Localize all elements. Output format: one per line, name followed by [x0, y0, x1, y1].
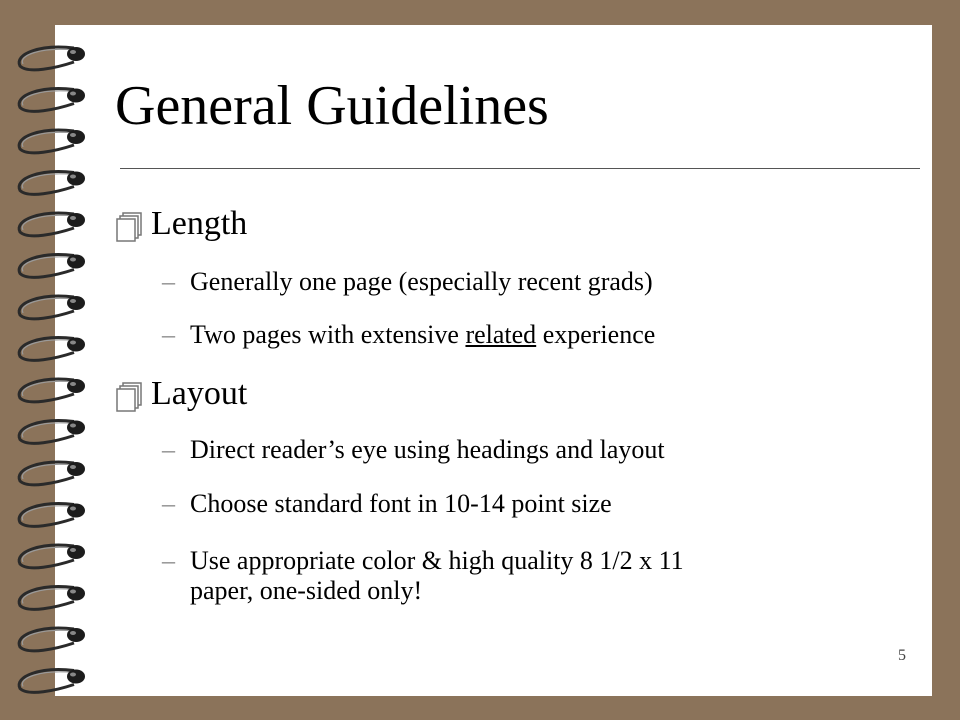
bullet-layout [115, 375, 247, 413]
spiral-ring [19, 587, 85, 610]
spiral-ring [19, 296, 85, 319]
spiral-ring [19, 89, 85, 112]
spiral-ring [19, 47, 85, 70]
spiral-ring [19, 255, 85, 278]
spiral-ring [19, 545, 85, 568]
slide-title: General Guidelines [115, 75, 549, 137]
spiral-ring [19, 338, 85, 361]
notepad-icon [115, 380, 147, 412]
spiral-ring [19, 628, 85, 651]
bullet-length [115, 205, 247, 243]
heading-layout: Layout [151, 375, 248, 412]
spiral-ring [19, 670, 85, 693]
notepad-icon [115, 210, 147, 242]
page-number: 5 [898, 647, 906, 664]
spiral-ring [19, 213, 85, 236]
spiral-ring [19, 379, 85, 402]
heading-length: Length [151, 205, 248, 242]
spiral-ring [19, 172, 85, 195]
spiral-ring [19, 504, 85, 527]
list-item: – Choose standard font in 10-14 point size [162, 489, 612, 518]
spiral-ring [19, 421, 85, 444]
list-item: – Two pages with extensive related experience [162, 320, 656, 349]
list-item: – Generally one page (especially recent grads) [162, 267, 653, 296]
list-item: – Direct reader’s eye using headings and layout [162, 435, 665, 464]
list-item: – Use appropriate color & high quality 8 1/2 x 11 paper, one-sided only! [162, 546, 684, 605]
underlined-word: related [465, 320, 537, 349]
spiral-binding [0, 0, 110, 720]
title-divider [120, 168, 920, 169]
spiral-ring [19, 462, 85, 485]
spiral-ring [19, 130, 85, 153]
